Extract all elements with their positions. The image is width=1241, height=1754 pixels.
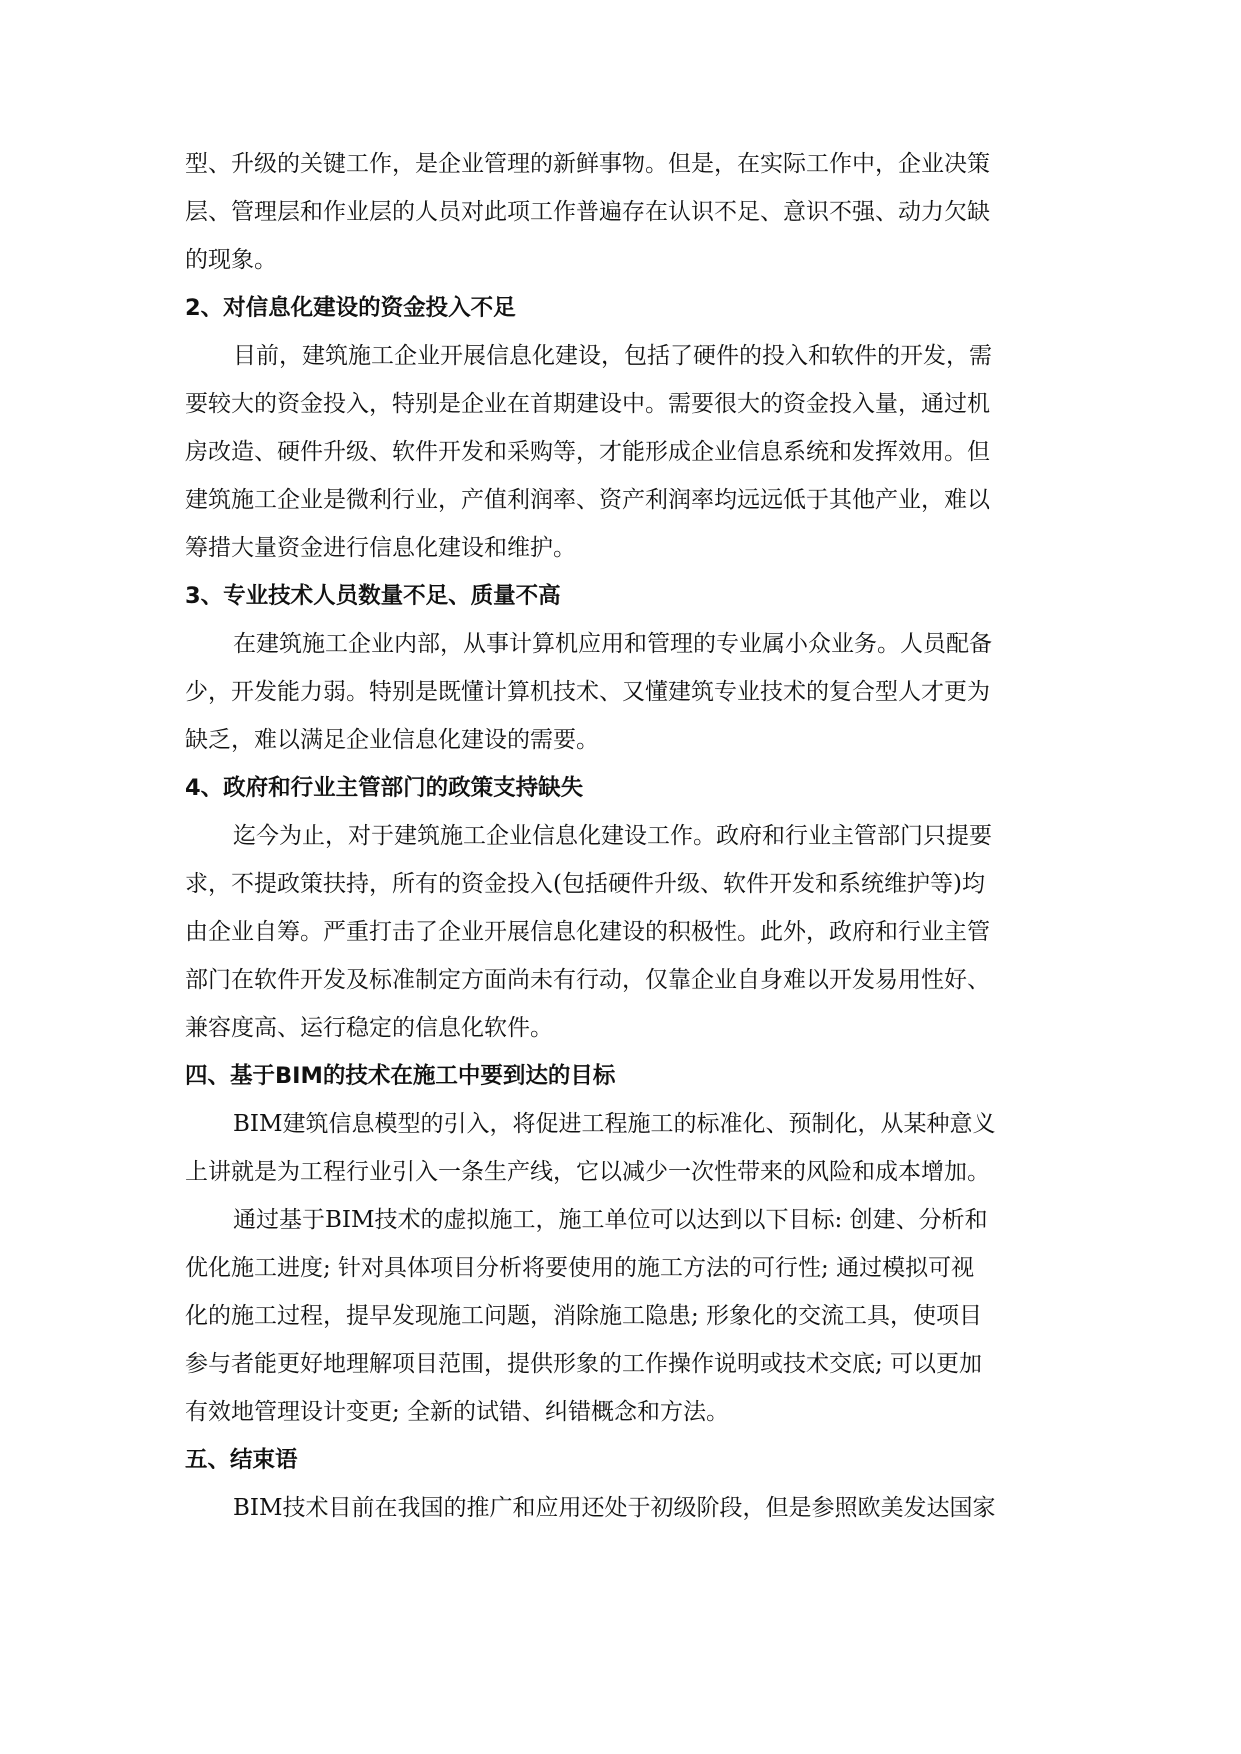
text-line: 通过基于BIM技术的虚拟施工，施工单位可以达到以下目标: 创建、分析和 [233,1207,988,1233]
paragraph-bim-goals [185,1196,1055,1436]
text-line: 的现象。 [185,247,277,273]
text-line: 建筑施工企业是微利行业，产值利润率、资产利润率均远远低于其他产业，难以 [185,487,990,513]
text-line: 目前，建筑施工企业开展信息化建设，包括了硬件的投入和软件的开发，需 [233,343,992,369]
heading-funding: 2、对信息化建设的资金投入不足 [185,295,516,321]
text-line: 筹措大量资金进行信息化建设和维护。 [185,535,576,561]
text-line: 求，不提政策扶持，所有的资金投入(包括硬件升级、软件开发和系统维护等)均 [185,871,985,897]
heading-policy: 4、政府和行业主管部门的政策支持缺失 [185,775,584,801]
text-line: 少，开发能力弱。特别是既懂计算机技术、又懂建筑专业技术的复合型人才更为 [185,679,990,705]
text-line: 优化施工进度; 针对具体项目分析将要使用的施工方法的可行性; 通过模拟可视 [185,1255,975,1281]
text-line: 兼容度高、运行稳定的信息化软件。 [185,1015,553,1041]
text-line: 房改造、硬件升级、软件开发和采购等，才能形成企业信息系统和发挥效用。但 [185,439,990,465]
text-line: BIM建筑信息模型的引入，将促进工程施工的标准化、预制化，从某种意义 [233,1111,996,1137]
heading-staff: 3、专业技术人员数量不足、质量不高 [185,583,561,609]
heading-conclusion: 五、结束语 [185,1447,298,1473]
text-line: 参与者能更好地理解项目范围，提供形象的工作操作说明或技术交底; 可以更加 [185,1351,983,1377]
text-line: 部门在软件开发及标准制定方面尚未有行动，仅靠企业自身难以开发易用性好、 [185,967,990,993]
paragraph-intro [185,140,1055,284]
text-line: 在建筑施工企业内部，从事计算机应用和管理的专业属小众业务。人员配备 [233,631,992,657]
heading-section-four: 四、基于BIM的技术在施工中要到达的目标 [185,1063,616,1089]
text-line: 上讲就是为工程行业引入一条生产线，它以减少一次性带来的风险和成本增加。 [185,1159,990,1185]
document-page [185,140,1055,1532]
text-line: 缺乏，难以满足企业信息化建设的需要。 [185,727,599,753]
text-line: 迄今为止，对于建筑施工企业信息化建设工作。政府和行业主管部门只提要 [233,823,992,849]
text-line: 层、管理层和作业层的人员对此项工作普遍存在认识不足、意识不强、动力欠缺 [185,199,990,225]
text-line: 型、升级的关键工作，是企业管理的新鲜事物。但是，在实际工作中，企业决策 [185,151,990,177]
text-line: 有效地管理设计变更; 全新的试错、纠错概念和方法。 [185,1399,730,1425]
paragraph-funding [185,332,1055,572]
text-line: 由企业自筹。严重打击了企业开展信息化建设的积极性。此外，政府和行业主管 [185,919,990,945]
text-line: 化的施工过程，提早发现施工问题，消除施工隐患; 形象化的交流工具，使项目 [185,1303,983,1329]
text-line: BIM技术目前在我国的推广和应用还处于初级阶段，但是参照欧美发达国家 [233,1495,996,1521]
paragraph-staff [185,620,1055,764]
paragraph-bim-intro [185,1100,1055,1196]
paragraph-policy [185,812,1055,1052]
paragraph-conclusion [185,1484,1055,1532]
text-line: 要较大的资金投入，特别是企业在首期建设中。需要很大的资金投入量，通过机 [185,391,990,417]
